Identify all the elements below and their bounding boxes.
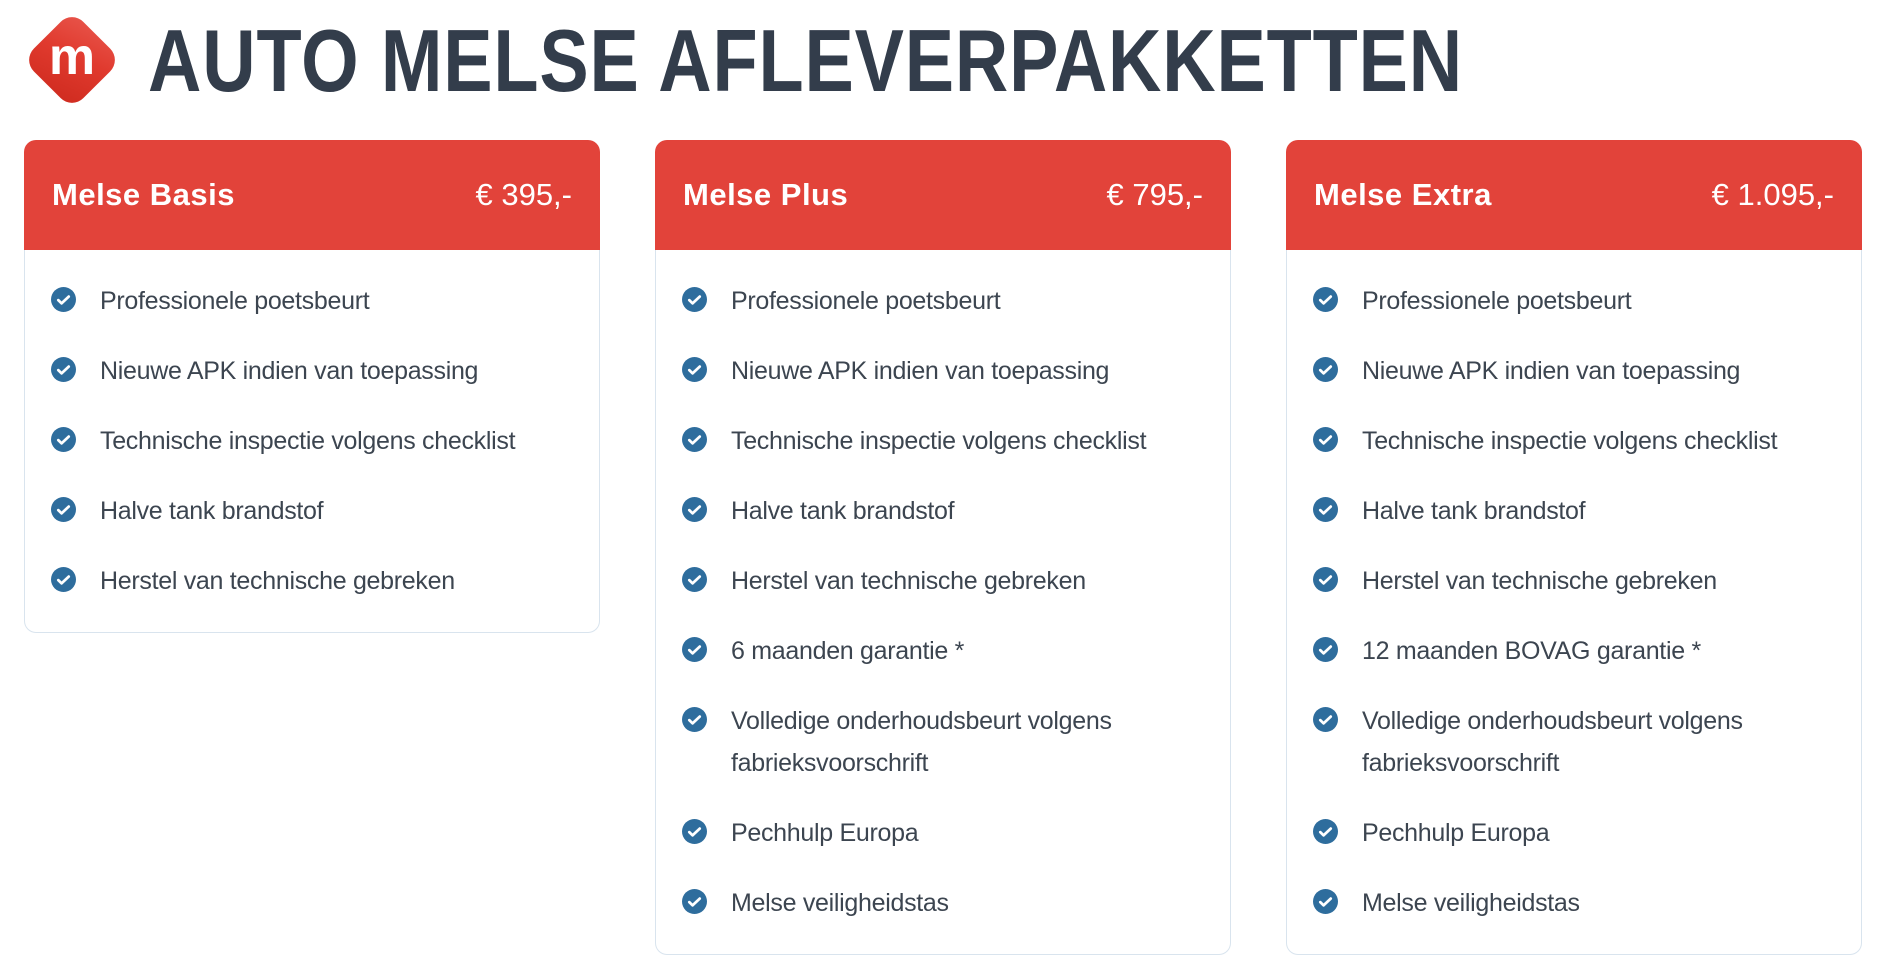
check-circle-icon — [1313, 497, 1338, 522]
feature-list — [51, 280, 573, 602]
feature-item — [682, 490, 1204, 532]
feature-item — [1313, 882, 1835, 924]
feature-item — [1313, 560, 1835, 602]
card-header — [655, 140, 1231, 250]
feature-item — [682, 420, 1204, 462]
feature-label: Technische inspectie volgens checklist — [100, 427, 516, 455]
feature-item — [51, 350, 573, 392]
card-price: € 1.095,- — [1711, 177, 1834, 212]
feature-item — [682, 630, 1204, 672]
check-circle-icon — [682, 819, 707, 844]
check-circle-icon — [1313, 707, 1338, 732]
check-circle-icon — [682, 707, 707, 732]
check-circle-icon — [51, 427, 76, 452]
feature-label: Technische inspectie volgens checklist — [1362, 427, 1778, 455]
feature-list — [1313, 280, 1835, 924]
feature-label: 12 maanden BOVAG garantie * — [1362, 637, 1701, 665]
feature-item — [682, 280, 1204, 322]
check-circle-icon — [1313, 427, 1338, 452]
check-circle-icon — [1313, 287, 1338, 312]
feature-label: Nieuwe APK indien van toepassing — [731, 357, 1110, 385]
check-circle-icon — [682, 427, 707, 452]
card-header — [1286, 140, 1862, 250]
pricing-card — [655, 140, 1231, 955]
feature-item — [1313, 812, 1835, 854]
card-price: € 395,- — [475, 177, 572, 212]
feature-item — [682, 560, 1204, 602]
feature-item — [51, 560, 573, 602]
feature-label: Herstel van technische gebreken — [1362, 567, 1717, 595]
feature-label: Halve tank brandstof — [731, 497, 955, 525]
feature-item — [51, 490, 573, 532]
check-circle-icon — [1313, 357, 1338, 382]
card-body — [24, 250, 600, 633]
feature-list — [682, 280, 1204, 924]
feature-item — [682, 882, 1204, 924]
check-circle-icon — [51, 357, 76, 382]
page-header — [24, 8, 1900, 112]
card-price: € 795,- — [1106, 177, 1203, 212]
feature-label: Nieuwe APK indien van toepassing — [100, 357, 479, 385]
feature-label: 6 maanden garantie * — [731, 637, 965, 665]
feature-label: Halve tank brandstof — [100, 497, 324, 525]
logo-letter: m — [48, 28, 96, 86]
feature-label: Volledige onderhoudsbeurt volgens fabrieksvoorschrift — [1362, 707, 1743, 777]
check-circle-icon — [1313, 567, 1338, 592]
feature-label: Herstel van technische gebreken — [100, 567, 455, 595]
pricing-card — [24, 140, 600, 633]
page-title: AUTO MELSE AFLEVERPAKKETTEN — [148, 11, 1463, 110]
check-circle-icon — [51, 287, 76, 312]
card-title: Melse Plus — [683, 177, 849, 212]
card-body — [1286, 250, 1862, 955]
card-header — [24, 140, 600, 250]
feature-item — [1313, 350, 1835, 392]
feature-item — [1313, 420, 1835, 462]
card-title: Melse Extra — [1314, 177, 1492, 212]
feature-item — [1313, 280, 1835, 322]
feature-label: Melse veiligheidstas — [1362, 889, 1580, 917]
feature-item — [1313, 490, 1835, 532]
check-circle-icon — [682, 889, 707, 914]
feature-label: Pechhulp Europa — [1362, 819, 1550, 847]
feature-item — [1313, 700, 1835, 784]
check-circle-icon — [682, 637, 707, 662]
feature-item — [682, 350, 1204, 392]
pricing-card — [1286, 140, 1862, 955]
feature-label: Herstel van technische gebreken — [731, 567, 1086, 595]
melse-diamond-logo-icon — [24, 12, 120, 108]
feature-item — [51, 420, 573, 462]
check-circle-icon — [682, 567, 707, 592]
feature-label: Nieuwe APK indien van toepassing — [1362, 357, 1741, 385]
check-circle-icon — [682, 497, 707, 522]
feature-item — [1313, 630, 1835, 672]
check-circle-icon — [682, 357, 707, 382]
card-body — [655, 250, 1231, 955]
feature-label: Volledige onderhoudsbeurt volgens fabrieksvoorschrift — [731, 707, 1112, 777]
feature-label: Professionele poetsbeurt — [1362, 287, 1632, 315]
check-circle-icon — [1313, 637, 1338, 662]
check-circle-icon — [51, 567, 76, 592]
check-circle-icon — [1313, 889, 1338, 914]
check-circle-icon — [682, 287, 707, 312]
feature-label: Professionele poetsbeurt — [731, 287, 1001, 315]
feature-item — [682, 812, 1204, 854]
pricing-cards — [24, 140, 1900, 955]
feature-label: Technische inspectie volgens checklist — [731, 427, 1147, 455]
card-title: Melse Basis — [52, 177, 235, 212]
feature-label: Pechhulp Europa — [731, 819, 919, 847]
feature-item — [682, 700, 1204, 784]
feature-item — [51, 280, 573, 322]
check-circle-icon — [51, 497, 76, 522]
feature-label: Professionele poetsbeurt — [100, 287, 370, 315]
feature-label: Melse veiligheidstas — [731, 889, 949, 917]
check-circle-icon — [1313, 819, 1338, 844]
feature-label: Halve tank brandstof — [1362, 497, 1586, 525]
